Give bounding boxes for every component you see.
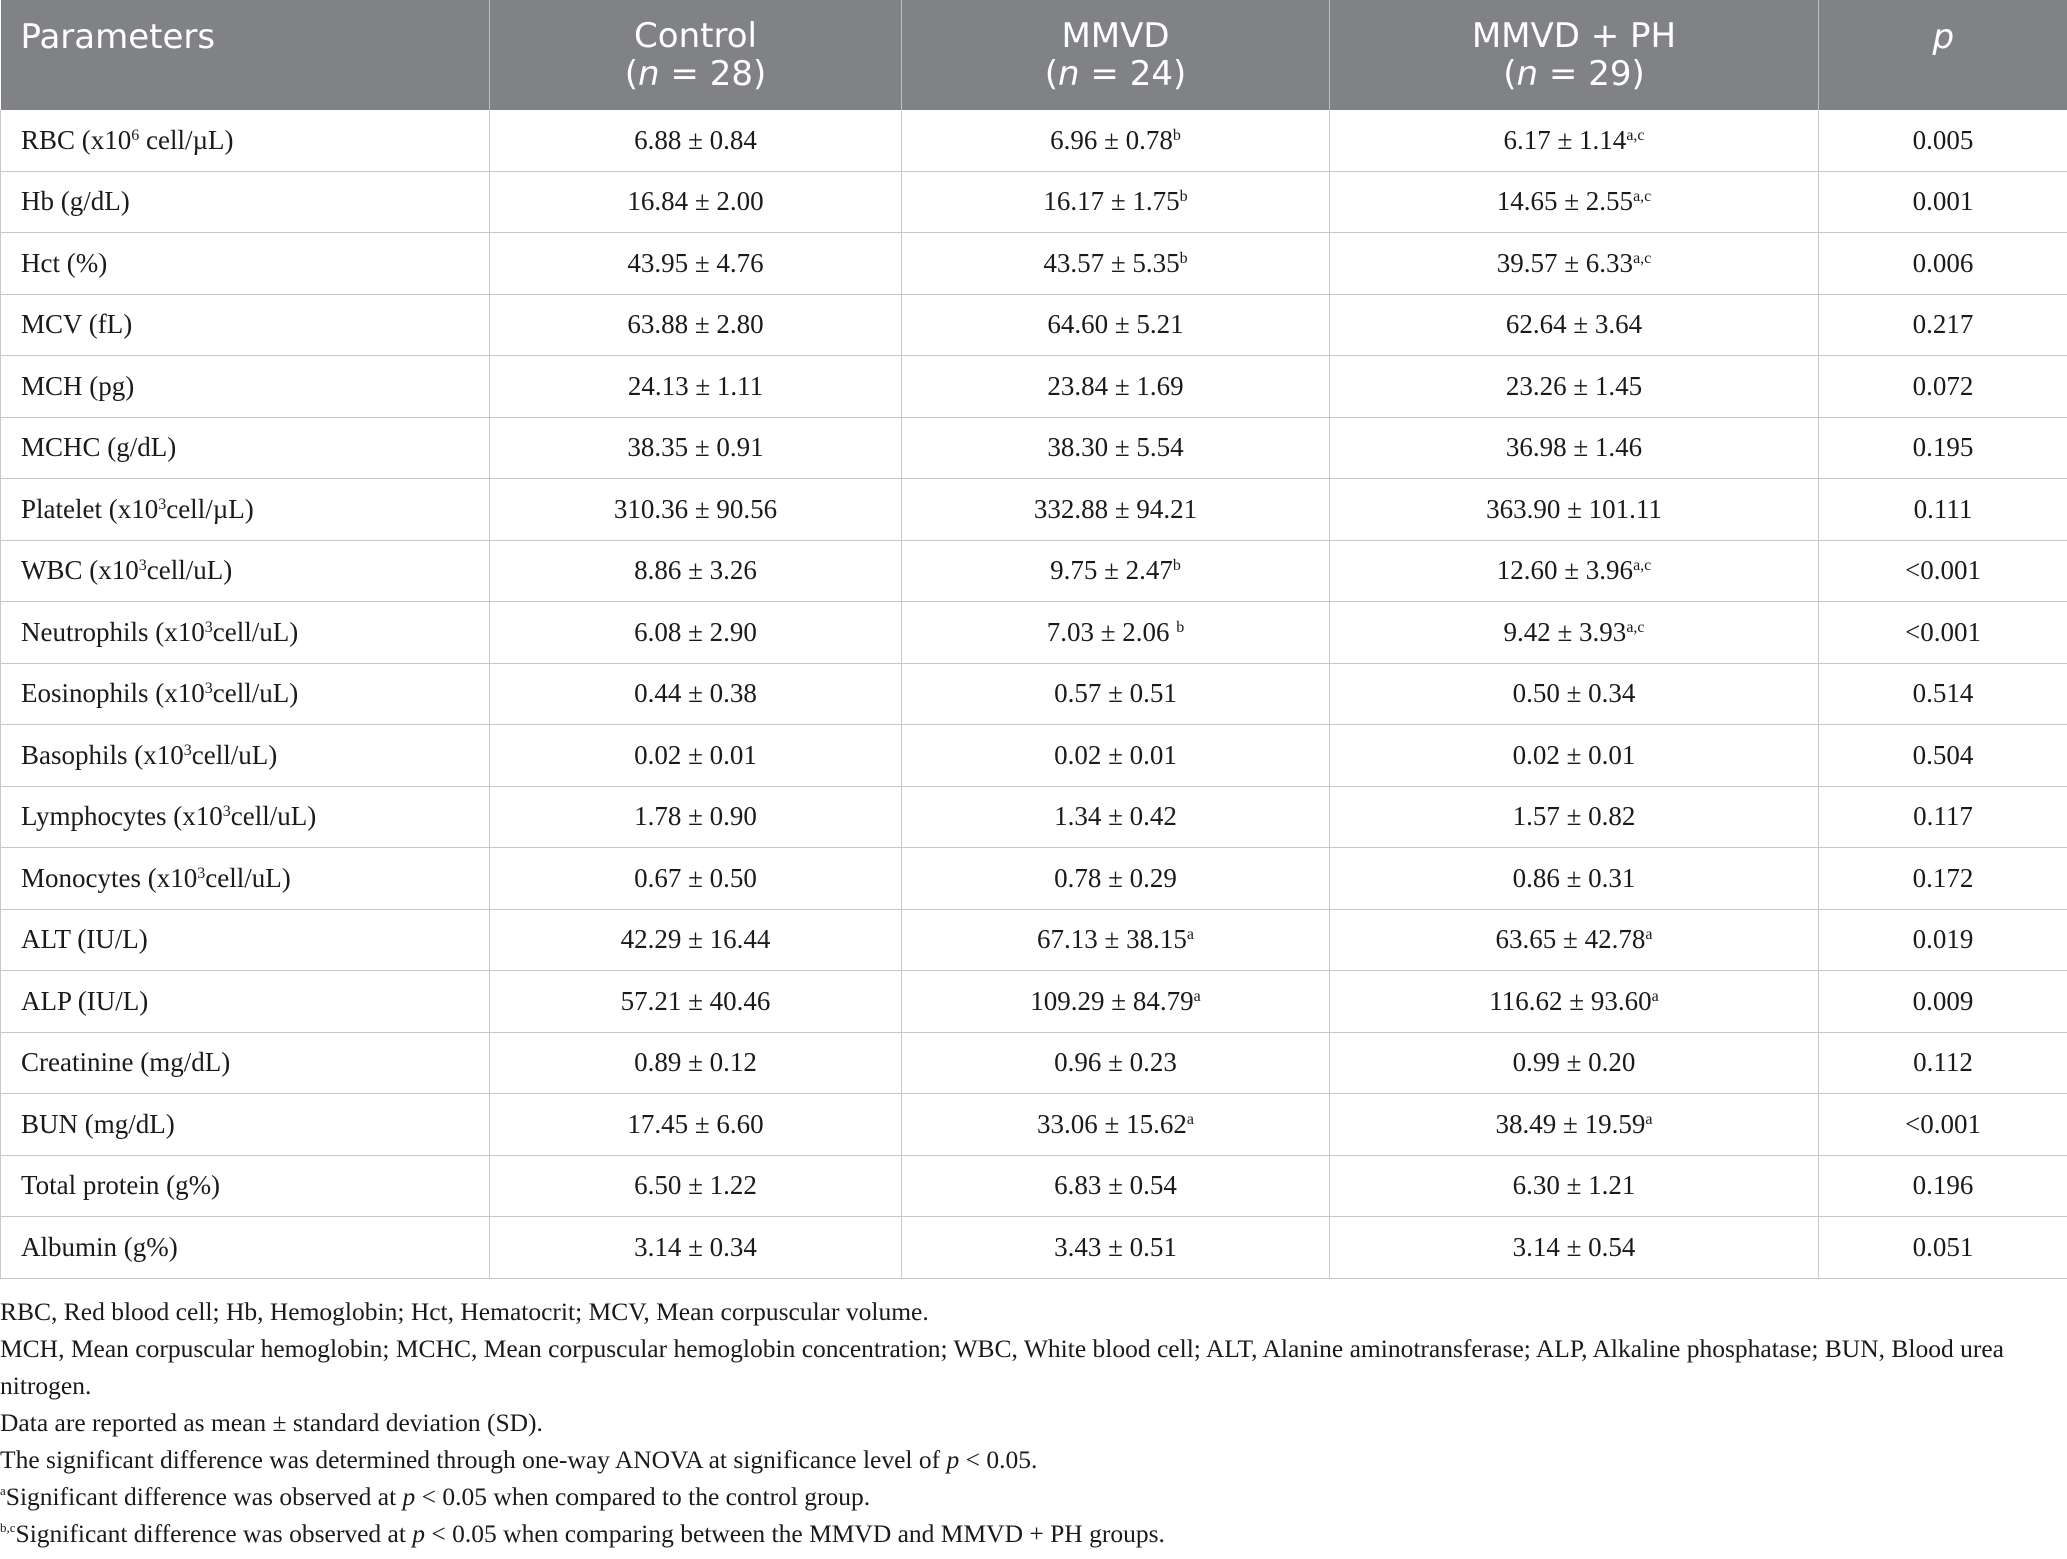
table-row — [1, 294, 2067, 356]
cell-mmvd-superscript: b — [1179, 188, 1188, 206]
cell-control-value: 57.21 ± 40.46 — [620, 985, 771, 1016]
cell-mmvd — [902, 1032, 1330, 1094]
cell-parameter-unit: cell/µL) — [139, 124, 234, 155]
header-mmvd-title: MMVD — [1061, 16, 1170, 56]
cell-p-value-value: 0.217 — [1912, 309, 1974, 340]
cell-mmvd-ph — [1330, 233, 1819, 295]
cell-p-value — [1819, 1094, 2067, 1156]
cell-mmvd-ph-value: 9.42 ± 3.93 — [1503, 616, 1627, 647]
cell-control — [490, 848, 902, 910]
cell-parameter — [1, 479, 490, 541]
cell-control — [490, 1217, 902, 1279]
open-paren: ( — [1503, 54, 1517, 94]
cell-p-value — [1819, 786, 2067, 848]
cell-parameter — [1, 1094, 490, 1156]
footnote-text: < 0.05 when comparing between the MMVD and MMVD + PH groups. — [425, 1519, 1165, 1548]
cell-mmvd-ph-value: 116.62 ± 93.60 — [1489, 985, 1652, 1016]
cell-mmvd-ph — [1330, 110, 1819, 171]
cell-mmvd-ph — [1330, 971, 1819, 1033]
footnote-data-note: Data are reported as mean ± standard deviation (SD). — [0, 1408, 543, 1437]
cell-parameter-superscript: 3 — [222, 803, 231, 821]
cell-p-value-value: 0.005 — [1912, 124, 1974, 155]
cell-mmvd-ph-superscript: a — [1651, 987, 1659, 1005]
cell-p-value — [1819, 171, 2067, 233]
cell-parameter-value: Basophils (x10 — [21, 739, 184, 770]
cell-control — [490, 294, 902, 356]
cell-parameter-value: WBC (x10 — [21, 555, 139, 586]
cell-control — [490, 1094, 902, 1156]
cell-control-value: 8.86 ± 3.26 — [634, 555, 757, 586]
cell-mmvd-ph-value: 38.49 ± 19.59 — [1495, 1108, 1646, 1139]
cell-parameter — [1, 1217, 490, 1279]
cell-mmvd-ph — [1330, 417, 1819, 479]
cell-control — [490, 786, 902, 848]
table-row — [1, 1155, 2067, 1217]
cell-control-value: 63.88 ± 2.80 — [627, 309, 764, 340]
cell-mmvd-ph — [1330, 848, 1819, 910]
table-row — [1, 786, 2067, 848]
cell-mmvd-ph-value: 62.64 ± 3.64 — [1505, 309, 1643, 340]
header-mmvd-ph-n — [1330, 55, 1818, 93]
cell-control — [490, 356, 902, 418]
header-mmvd-ph — [1330, 0, 1819, 110]
table-body — [1, 110, 2067, 1278]
table-row — [1, 479, 2067, 541]
cell-parameter-value: Platelet (x10 — [21, 493, 159, 524]
cell-mmvd-ph — [1330, 663, 1819, 725]
cell-mmvd-ph-value: 63.65 ± 42.78 — [1495, 924, 1646, 955]
cell-parameter-value: Eosinophils (x10 — [21, 678, 205, 709]
cell-parameter-value: ALP (IU/L) — [21, 985, 149, 1016]
cell-mmvd-value: 0.96 ± 0.23 — [1054, 1047, 1177, 1078]
footnote-text: Significant difference was observed at — [5, 1482, 403, 1511]
table-row — [1, 1094, 2067, 1156]
cell-mmvd-value: 332.88 ± 94.21 — [1033, 493, 1198, 524]
cell-p-value — [1819, 663, 2067, 725]
cell-mmvd-ph-value: 36.98 ± 1.46 — [1505, 432, 1643, 463]
cell-mmvd-value: 1.34 ± 0.42 — [1054, 801, 1177, 832]
footnote-a — [0, 1478, 2050, 1515]
cell-mmvd-ph-value: 0.99 ± 0.20 — [1512, 1047, 1636, 1078]
n-value: = 24) — [1079, 54, 1187, 94]
cell-parameter — [1, 725, 490, 787]
cell-control-value: 310.36 ± 90.56 — [613, 493, 778, 524]
p-symbol: p — [412, 1519, 426, 1548]
cell-parameter-unit: cell/µL) — [166, 493, 254, 524]
table-row — [1, 540, 2067, 602]
cell-parameter-superscript: 3 — [197, 864, 206, 882]
cell-parameter-superscript: 3 — [204, 680, 213, 698]
table-row — [1, 1032, 2067, 1094]
cell-p-value — [1819, 110, 2067, 171]
cell-control — [490, 417, 902, 479]
cell-parameter-value: RBC (x10 — [21, 124, 132, 155]
cell-mmvd-ph-value: 6.17 ± 1.14 — [1503, 124, 1627, 155]
cell-parameter-value: Total protein (g%) — [21, 1170, 221, 1201]
cell-p-value-value: <0.001 — [1905, 616, 1981, 647]
cell-control-value: 38.35 ± 0.91 — [627, 432, 764, 463]
cell-p-value-value: 0.009 — [1912, 985, 1974, 1016]
table-row — [1, 417, 2067, 479]
n-symbol: n — [1516, 54, 1539, 94]
cell-mmvd-value: 9.75 ± 2.47 — [1050, 555, 1173, 586]
cell-p-value-value: 0.117 — [1913, 801, 1973, 832]
cell-mmvd-ph — [1330, 356, 1819, 418]
cell-parameter — [1, 663, 490, 725]
cell-mmvd — [902, 540, 1330, 602]
cell-p-value-value: 0.514 — [1912, 678, 1974, 709]
table-row — [1, 663, 2067, 725]
cell-parameter-value: MCHC (g/dL) — [21, 432, 177, 463]
p-symbol: p — [1932, 17, 1955, 57]
cell-mmvd-ph — [1330, 1032, 1819, 1094]
table-row — [1, 725, 2067, 787]
cell-parameter-value: ALT (IU/L) — [21, 924, 148, 955]
cell-control-value: 16.84 ± 2.00 — [627, 186, 764, 217]
cell-parameter — [1, 171, 490, 233]
cell-mmvd-ph-value: 0.50 ± 0.34 — [1512, 678, 1636, 709]
table-row — [1, 602, 2067, 664]
open-paren: ( — [624, 54, 639, 94]
cell-mmvd-ph — [1330, 171, 1819, 233]
cell-p-value — [1819, 602, 2067, 664]
cell-mmvd-ph — [1330, 294, 1819, 356]
cell-mmvd-superscript: b — [1172, 126, 1181, 144]
cell-control-value: 6.08 ± 2.90 — [634, 616, 757, 647]
cell-mmvd-ph-superscript: a — [1645, 1110, 1653, 1128]
cell-parameter-value: MCH (pg) — [21, 370, 135, 401]
cell-control — [490, 110, 902, 171]
table-header — [1, 0, 2067, 110]
cell-mmvd-superscript: b — [1172, 557, 1181, 575]
cell-mmvd-ph-value: 0.86 ± 0.31 — [1512, 862, 1636, 893]
header-mmvd — [902, 0, 1330, 110]
cell-mmvd-superscript: b — [1176, 618, 1185, 636]
cell-mmvd-ph — [1330, 1094, 1819, 1156]
cell-mmvd-value: 3.43 ± 0.51 — [1054, 1231, 1177, 1262]
table-row — [1, 171, 2067, 233]
cell-mmvd — [902, 356, 1330, 418]
cell-mmvd — [902, 1155, 1330, 1217]
cell-parameter-unit: cell/uL) — [212, 678, 299, 709]
cell-mmvd — [902, 848, 1330, 910]
p-symbol: p — [946, 1445, 960, 1474]
cell-parameter — [1, 417, 490, 479]
cell-mmvd-value: 64.60 ± 5.21 — [1047, 309, 1184, 340]
table-row — [1, 356, 2067, 418]
cell-control — [490, 233, 902, 295]
cell-parameter — [1, 1032, 490, 1094]
cell-mmvd-ph-superscript: a,c — [1633, 249, 1652, 267]
cell-mmvd-superscript: a — [1186, 1110, 1194, 1128]
cell-mmvd-ph-value: 3.14 ± 0.54 — [1512, 1231, 1636, 1262]
cell-p-value-value: <0.001 — [1905, 555, 1981, 586]
cell-mmvd-value: 7.03 ± 2.06 — [1046, 616, 1177, 647]
cell-mmvd — [902, 725, 1330, 787]
cell-parameter — [1, 540, 490, 602]
cell-mmvd-superscript: a — [1186, 926, 1194, 944]
n-symbol: n — [638, 54, 660, 94]
cell-control-value: 1.78 ± 0.90 — [634, 801, 757, 832]
cell-mmvd — [902, 1217, 1330, 1279]
footnote-bc — [0, 1515, 2050, 1552]
header-control-title: Control — [634, 16, 757, 56]
cell-mmvd-ph-value: 12.60 ± 3.96 — [1496, 555, 1634, 586]
cell-parameter-value: Lymphocytes (x10 — [21, 801, 223, 832]
cell-p-value-value: 0.111 — [1913, 493, 1973, 524]
cell-mmvd-value: 6.83 ± 0.54 — [1054, 1170, 1177, 1201]
cell-control-value: 6.50 ± 1.22 — [634, 1170, 757, 1201]
cell-control-value: 0.89 ± 0.12 — [634, 1047, 757, 1078]
n-value: = 29) — [1538, 54, 1645, 94]
cell-control-value: 24.13 ± 1.11 — [627, 370, 764, 401]
cell-mmvd-superscript: b — [1179, 249, 1188, 267]
cell-control-value: 0.02 ± 0.01 — [634, 739, 757, 770]
cell-mmvd-ph-value: 39.57 ± 6.33 — [1496, 247, 1634, 278]
cell-control — [490, 909, 902, 971]
cell-parameter-value: Hct (%) — [21, 247, 108, 278]
cell-mmvd-value: 0.02 ± 0.01 — [1054, 739, 1177, 770]
cell-p-value — [1819, 540, 2067, 602]
cell-control — [490, 663, 902, 725]
footnote-text: < 0.05. — [959, 1445, 1038, 1474]
footnote-abbreviations-2: MCH, Mean corpuscular hemoglobin; MCHC, Mean corpuscular hemoglobin concentration; WBC, White blood cell; ALT, Alanine aminotransferase; ALP, Alkaline phosphatase; BUN, Blood urea nitrogen. — [0, 1334, 2004, 1400]
cell-control-value: 6.88 ± 0.84 — [634, 124, 757, 155]
cell-mmvd-value: 16.17 ± 1.75 — [1043, 186, 1180, 217]
cell-parameter-value: Monocytes (x10 — [21, 862, 198, 893]
cell-parameter-unit: cell/uL) — [205, 862, 291, 893]
footnote-anova — [0, 1441, 2050, 1478]
cell-mmvd-ph-value: 0.02 ± 0.01 — [1512, 739, 1636, 770]
cell-parameter-value: MCV (fL) — [21, 309, 133, 340]
cell-mmvd-ph-value: 1.57 ± 0.82 — [1512, 801, 1636, 832]
cell-parameter-unit: cell/uL) — [230, 801, 317, 832]
header-p-value — [1819, 0, 2067, 110]
cell-mmvd-ph-superscript: a,c — [1626, 126, 1645, 144]
cell-parameter-unit: cell/uL) — [146, 555, 233, 586]
cell-mmvd — [902, 602, 1330, 664]
cell-mmvd — [902, 786, 1330, 848]
table-row — [1, 110, 2067, 171]
cell-p-value-value: 0.019 — [1912, 924, 1974, 955]
cell-mmvd — [902, 663, 1330, 725]
cell-mmvd-value: 0.57 ± 0.51 — [1054, 678, 1177, 709]
cell-p-value-value: 0.195 — [1912, 432, 1974, 463]
cell-control-value: 43.95 ± 4.76 — [627, 247, 764, 278]
cell-p-value-value: 0.051 — [1912, 1231, 1974, 1262]
cell-parameter-value: Creatinine (mg/dL) — [21, 1047, 231, 1078]
cell-parameter-value: BUN (mg/dL) — [21, 1108, 175, 1139]
cell-p-value — [1819, 1217, 2067, 1279]
cell-control-value: 3.14 ± 0.34 — [634, 1231, 757, 1262]
cell-mmvd-value: 33.06 ± 15.62 — [1037, 1108, 1187, 1139]
cell-parameter-value: Hb (g/dL) — [21, 186, 130, 217]
cell-p-value-value: 0.006 — [1912, 247, 1974, 278]
table-row — [1, 909, 2067, 971]
cell-mmvd — [902, 294, 1330, 356]
cell-mmvd — [902, 417, 1330, 479]
cell-parameter — [1, 233, 490, 295]
cell-mmvd-ph — [1330, 786, 1819, 848]
cell-control — [490, 171, 902, 233]
cell-mmvd-value: 0.78 ± 0.29 — [1054, 862, 1177, 893]
cell-p-value-value: 0.196 — [1912, 1170, 1974, 1201]
cell-p-value-value: 0.172 — [1912, 862, 1974, 893]
footnote-text: Significant difference was observed at — [15, 1519, 413, 1548]
cell-parameter-unit: cell/uL) — [191, 739, 278, 770]
cell-p-value — [1819, 233, 2067, 295]
cell-control — [490, 1032, 902, 1094]
cell-mmvd-superscript: a — [1193, 987, 1201, 1005]
cell-parameter — [1, 909, 490, 971]
cell-mmvd-ph — [1330, 1155, 1819, 1217]
cell-p-value — [1819, 848, 2067, 910]
cell-mmvd-ph — [1330, 1217, 1819, 1279]
cell-parameter — [1, 1155, 490, 1217]
cell-p-value — [1819, 417, 2067, 479]
cell-control — [490, 540, 902, 602]
footnote-marker: b,c — [0, 1520, 16, 1535]
cell-mmvd — [902, 971, 1330, 1033]
cell-mmvd-value: 67.13 ± 38.15 — [1037, 924, 1187, 955]
footnote-text: < 0.05 when compared to the control group. — [415, 1482, 871, 1511]
cell-parameter — [1, 971, 490, 1033]
cell-control-value: 0.67 ± 0.50 — [634, 862, 757, 893]
header-control — [490, 0, 902, 110]
cell-mmvd-ph — [1330, 725, 1819, 787]
cell-mmvd-ph-superscript: a,c — [1633, 557, 1652, 575]
footnote-marker: a — [0, 1483, 6, 1498]
cell-p-value-value: 0.072 — [1912, 370, 1974, 401]
cell-mmvd-ph-value: 6.30 ± 1.21 — [1512, 1170, 1636, 1201]
cell-mmvd-value: 38.30 ± 5.54 — [1047, 432, 1184, 463]
footnote-abbreviations-1: RBC, Red blood cell; Hb, Hemoglobin; Hct, Hematocrit; MCV, Mean corpuscular volume. — [0, 1297, 929, 1326]
cell-parameter — [1, 786, 490, 848]
cell-control-value: 42.29 ± 16.44 — [620, 924, 771, 955]
cell-mmvd-ph-superscript: a,c — [1633, 188, 1652, 206]
cell-p-value — [1819, 294, 2067, 356]
table-row — [1, 233, 2067, 295]
footnote-text: The significant difference was determined through one-way ANOVA at significance level of — [0, 1445, 947, 1474]
cell-p-value — [1819, 479, 2067, 541]
cell-p-value — [1819, 909, 2067, 971]
cell-mmvd-ph — [1330, 909, 1819, 971]
cell-parameter — [1, 356, 490, 418]
cell-mmvd-ph — [1330, 602, 1819, 664]
cell-mmvd-ph-value: 23.26 ± 1.45 — [1505, 370, 1643, 401]
cell-parameter-value: Neutrophils (x10 — [21, 616, 205, 647]
cell-mmvd-ph-value: 14.65 ± 2.55 — [1496, 186, 1634, 217]
cell-parameter-superscript: 3 — [183, 741, 192, 759]
cell-mmvd-ph-superscript: a,c — [1626, 618, 1645, 636]
cell-p-value — [1819, 971, 2067, 1033]
cell-mmvd — [902, 171, 1330, 233]
cell-mmvd — [902, 1094, 1330, 1156]
cell-parameter — [1, 848, 490, 910]
p-symbol: p — [402, 1482, 416, 1511]
cell-control — [490, 971, 902, 1033]
cell-mmvd-ph-superscript: a — [1645, 926, 1653, 944]
cell-parameter — [1, 110, 490, 171]
cell-parameter-superscript: 3 — [158, 495, 167, 513]
cell-p-value — [1819, 356, 2067, 418]
n-symbol: n — [1058, 54, 1080, 94]
cell-parameter-unit: cell/uL) — [212, 616, 299, 647]
cell-p-value-value: 0.504 — [1912, 739, 1974, 770]
header-mmvd-ph-title: MMVD + PH — [1471, 16, 1677, 56]
cell-mmvd-value: 109.29 ± 84.79 — [1030, 985, 1194, 1016]
cell-mmvd-value: 23.84 ± 1.69 — [1047, 370, 1184, 401]
header-parameters: Parameters — [1, 0, 490, 110]
cell-mmvd — [902, 909, 1330, 971]
cell-mmvd — [902, 110, 1330, 171]
open-paren: ( — [1044, 54, 1059, 94]
cell-p-value-value: <0.001 — [1905, 1108, 1981, 1139]
n-value: = 28) — [659, 54, 767, 94]
cell-control-value: 17.45 ± 6.60 — [627, 1108, 764, 1139]
table-row — [1, 848, 2067, 910]
cell-control-value: 0.44 ± 0.38 — [634, 678, 757, 709]
cell-parameter — [1, 602, 490, 664]
cell-control — [490, 1155, 902, 1217]
cell-p-value-value: 0.112 — [1913, 1047, 1973, 1078]
header-mmvd-n — [902, 55, 1329, 93]
cell-control — [490, 602, 902, 664]
cell-p-value — [1819, 1032, 2067, 1094]
cell-parameter — [1, 294, 490, 356]
table-footnotes — [0, 1293, 2050, 1552]
cell-mmvd — [902, 233, 1330, 295]
cell-parameter-superscript: 6 — [131, 126, 140, 144]
cell-parameter-superscript: 3 — [138, 557, 147, 575]
cell-mmvd-ph — [1330, 540, 1819, 602]
cell-control — [490, 725, 902, 787]
table-row — [1, 971, 2067, 1033]
cell-p-value — [1819, 1155, 2067, 1217]
cell-mmvd-value: 43.57 ± 5.35 — [1043, 247, 1180, 278]
cell-parameter-value: Albumin (g%) — [21, 1231, 178, 1262]
header-control-n — [490, 55, 901, 93]
cell-mmvd-ph — [1330, 479, 1819, 541]
cell-p-value — [1819, 725, 2067, 787]
cell-mmvd-value: 6.96 ± 0.78 — [1050, 124, 1173, 155]
cell-parameter-superscript: 3 — [204, 618, 213, 636]
cell-mmvd-ph-value: 363.90 ± 101.11 — [1486, 493, 1662, 524]
cell-control — [490, 479, 902, 541]
cell-mmvd — [902, 479, 1330, 541]
table-row — [1, 1217, 2067, 1279]
cell-p-value-value: 0.001 — [1912, 186, 1974, 217]
